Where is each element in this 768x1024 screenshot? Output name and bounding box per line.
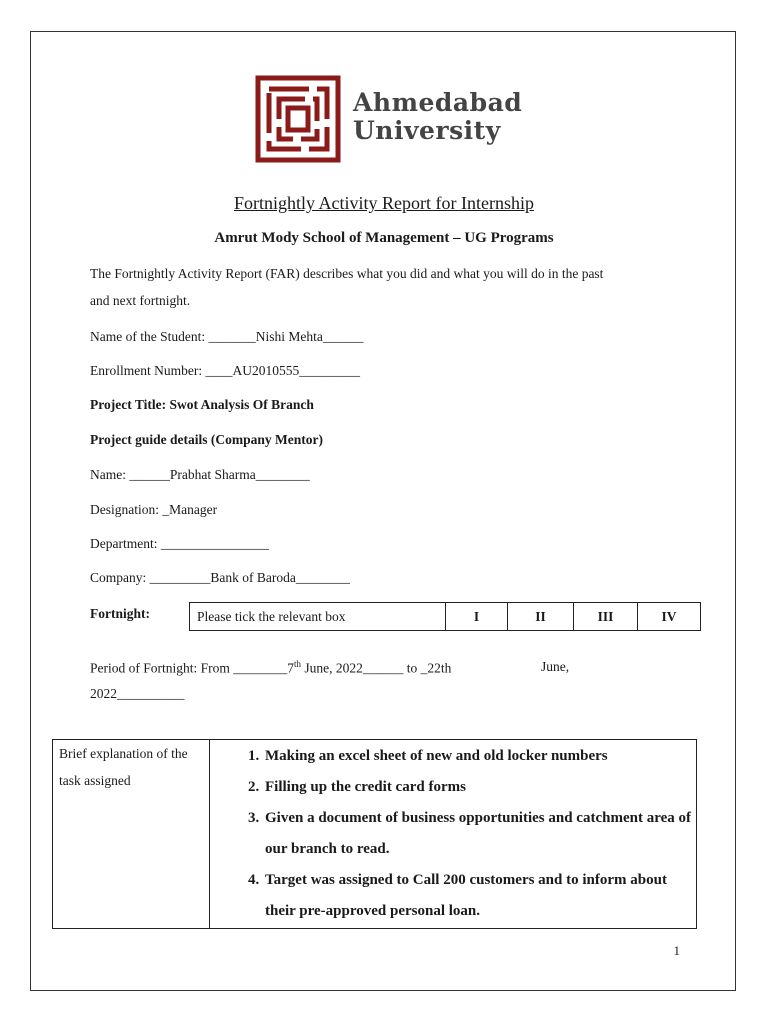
fortnight-table (189, 602, 701, 631)
enrollment-value: ____AU2010555_________ (205, 363, 360, 378)
guide-name-label: Name: (90, 467, 130, 482)
task-table (52, 739, 697, 929)
student-name-label: Name of the Student: (90, 329, 209, 344)
period-from-rest: June, 2022______ to _22th (301, 660, 452, 676)
period-to-month: June, (541, 659, 570, 674)
guide-name-value: ______Prabhat Sharma________ (129, 467, 310, 482)
fortnight-box-3[interactable]: III (574, 603, 638, 631)
logo-line2: University (353, 116, 501, 145)
task-item: 3. Given a document of business opportunities and catchment area of our branch to read. (263, 803, 695, 865)
logo-wordmark (353, 89, 522, 145)
guide-heading: Project guide details (Company Mentor) (90, 432, 323, 447)
report-title: Fortnightly Activity Report for Internship (234, 193, 534, 213)
department-value: ________________ (160, 536, 269, 551)
designation-field (90, 502, 217, 518)
page-number: 1 (673, 943, 680, 958)
logo-line1: Ahmedabad (353, 88, 523, 117)
project-title: Project Title: Swot Analysis Of Branch (90, 397, 314, 412)
university-logo (255, 75, 523, 163)
fortnight-box-2[interactable]: II (508, 603, 574, 631)
student-name-value: _______Nishi Mehta______ (208, 329, 364, 344)
task-item: 2. Filling up the credit card forms (263, 772, 695, 803)
enrollment-field (90, 363, 360, 379)
fortnight-box-4[interactable]: IV (638, 603, 701, 631)
logo-mark-icon (255, 75, 341, 163)
designation-value: _Manager (162, 502, 218, 517)
intro-line-1: The Fortnightly Activity Report (FAR) describes what you did and what you will do in the past (90, 266, 604, 281)
period-prefix: Period of Fortnight: From ________7 (90, 660, 295, 676)
company-field (90, 570, 350, 586)
enrollment-label: Enrollment Number: (90, 363, 206, 378)
task-list (211, 741, 695, 927)
task-list-cell (210, 740, 697, 929)
designation-label: Designation: (90, 502, 163, 517)
task-item: 1. Making an excel sheet of new and old locker numbers (263, 741, 695, 772)
intro-line-2: and next fortnight. (90, 293, 191, 308)
period-line-2: 2022__________ (90, 686, 185, 701)
task-item: 4. Target was assigned to Call 200 customers and to inform about their pre-approved personal loan. (263, 865, 695, 927)
period-line-1 (90, 659, 451, 677)
company-label: Company: (90, 570, 150, 585)
fortnight-instruction: Please tick the relevant box (190, 603, 446, 631)
fortnight-label: Fortnight: (90, 606, 150, 621)
guide-name-field (90, 467, 310, 483)
department-label: Department: (90, 536, 161, 551)
fortnight-box-1[interactable]: I (446, 603, 508, 631)
period-sup: th (294, 659, 302, 669)
student-name-field (90, 329, 363, 345)
company-value: _________Bank of Baroda________ (149, 570, 350, 585)
task-label: Brief explanation of the task assigned (53, 740, 210, 929)
school-heading: Amrut Mody School of Management – UG Programs (214, 230, 554, 246)
department-field (90, 536, 269, 552)
